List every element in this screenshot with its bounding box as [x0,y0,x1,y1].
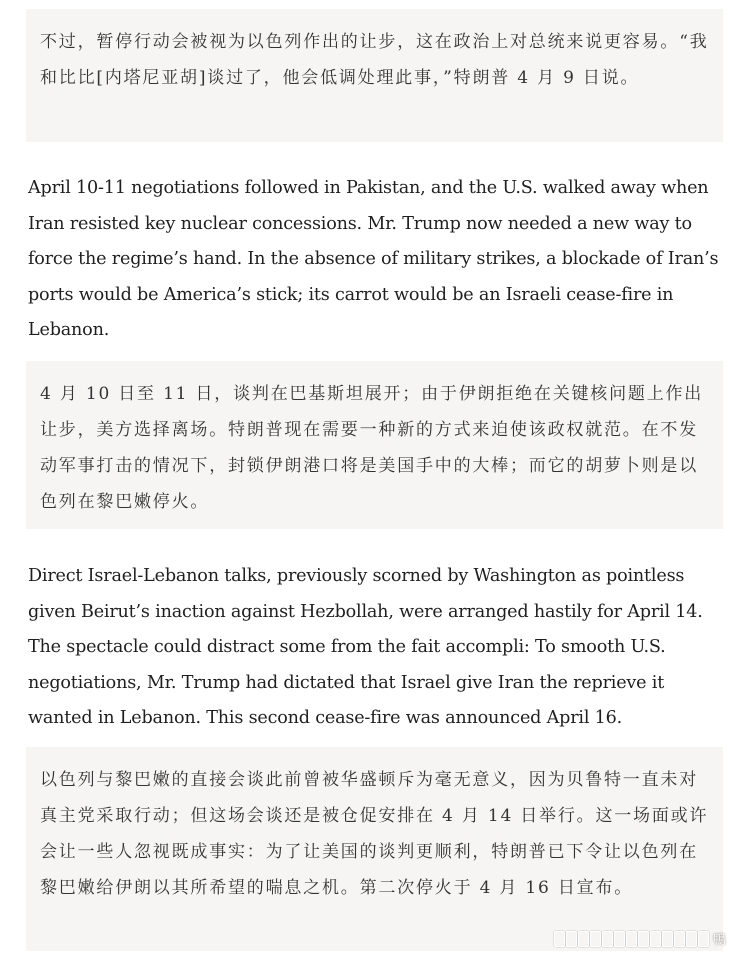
translation-text-2: 4 月 10 日至 11 日，谈判在巴基斯坦展开；由于伊朗拒绝在关键核问题上作出让步，美方选择离场。特朗普现在需要一种新的方式来迫使该政权就范。在不发动军事打击的情况下，封锁伊朗港口将是美国手中的大棒；而它的胡萝卜则是以色列在黎巴嫩停火。 [40,384,704,512]
translation-block-1 [26,9,723,142]
watermark-text: 鴨 [712,933,726,948]
english-paragraph-2: Direct Israel-Lebanon talks, previously scorned by Washington as pointless given Beirut’s inaction against Hezbollah, were arranged hastily for April 14. The spectacle could distract some from the fait accompli: To smooth U.S. negotiations, Mr. Trump had dictated that Israel give Iran the reprieve it wanted in Lebanon. This second cease-fire was announced April 16. [28,566,703,729]
watermark-logo-icon [554,931,709,947]
translation-block-3 [26,747,723,951]
translation-text-1: 不过，暂停行动会被视为以色列作出的让步，这在政治上对总统来说更容易。“我和比比[内塔尼亚胡]谈过了，他会低调处理此事，”特朗普 4 月 9 日说。 [40,32,709,88]
translation-block-2 [26,361,723,529]
english-paragraph-1: April 10-11 negotiations followed in Pakistan, and the U.S. walked away when Iran resisted key nuclear concessions. Mr. Trump now needed a new way to force the regime’s hand. In the absence of military strikes, a blockade of Iran’s ports would be America’s stick; its carrot would be an Israeli cease-fire in Lebanon. [28,178,719,341]
watermark [554,929,726,948]
translation-text-3: 以色列与黎巴嫩的直接会谈此前曾被华盛顿斥为毫无意义，因为贝鲁特一直未对真主党采取行动；但这场会谈还是被仓促安排在 4 月 14 日举行。这一场面或许会让一些人忽视既成事实：为了让美国的谈判更顺利，特朗普已下令让以色列在黎巴嫩给伊朗以其所希望的喘息之机。第二次停火于 4 月 16 日宣布。 [40,770,709,898]
